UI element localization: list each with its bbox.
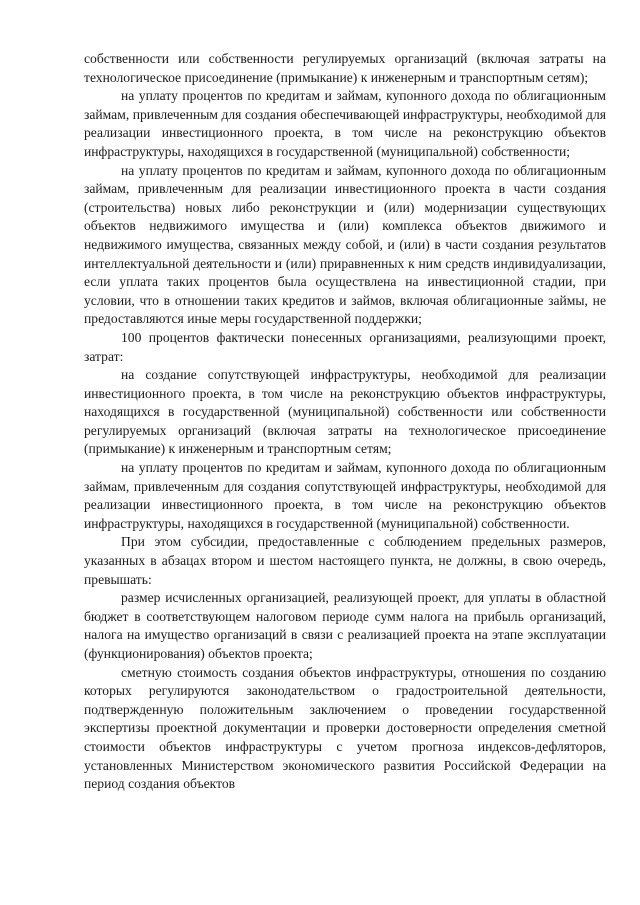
paragraph: 100 процентов фактически понесенных организациями, реализующими проект, затрат: <box>84 329 606 364</box>
paragraph-continuation: собственности или собственности регулируемых организаций (включая затраты на технологическое присоединение (примыкание) к инженерным и транспортным сетям); <box>84 51 606 85</box>
document-text <box>84 50 606 794</box>
paragraph: на создание сопутствующей инфраструктуры, необходимой для реализации инвестиционного проекта, в том числе на реконструкцию объектов инфраструктуры, находящихся в государственной (муниципальной) собственности или собственности регулируемых организаций (включая затраты на технологическое присоединение (примыкание) к инженерным и транспортным сетям; <box>84 367 606 457</box>
paragraph: на уплату процентов по кредитам и займам, купонного дохода по облигационным займам, привлеченным для создания сопутствующей инфраструктуры, необходимой для реализации инвестиционного проекта, в том числе на реконструкцию объектов инфраструктуры, находящихся в государственной (муниципальной) собственности. <box>84 460 606 531</box>
paragraph: сметную стоимость создания объектов инфраструктуры, отношения по созданию которых регулируются законодательством о градостроительной деятельности, подтвержденную положительным заключением о проведении государственной экспертизы проектной документации и проверки достоверности определения сметной стоимости объектов инфраструктуры с учетом прогноза индексов-дефляторов, установленных Министерством экономического развития Российской Федерации на период создания объектов <box>84 664 606 792</box>
paragraph: на уплату процентов по кредитам и займам, купонного дохода по облигационным займам, привлеченным для создания обеспечивающей инфраструктуры, необходимой для реализации инвестиционного проекта, в том числе на реконструкцию объектов инфраструктуры, находящихся в государственной (муниципальной) собственности; <box>84 88 606 159</box>
paragraph: размер исчисленных организацией, реализующей проект, для уплаты в областной бюджет в соответствующем налоговом периоде сумм налога на прибыль организаций, налога на имущество организаций в связи с реализацией проекта на этапе эксплуатации (функционирования) объектов проекта; <box>84 590 606 661</box>
paragraph: При этом субсидии, предоставленные с соблюдением предельных размеров, указанных в абзацах втором и шестом настоящего пункта, не должны, в свою очередь, превышать: <box>84 534 606 587</box>
paragraph: на уплату процентов по кредитам и займам, купонного дохода по облигационным займам, привлеченным для реализации инвестиционного проекта в части создания (строительства) новых либо реконструкции и (или) модернизации существующих объектов недвижимого имущества и (или) комплекса объектов движимого и недвижимого имущества, связанных между собой, и (или) в части создания результатов интеллектуальной деятельности и (или) приравненных к ним средств индивидуализации, если уплата таких процентов была осуществлена на инвестиционной стадии, при условии, что в отношении таких кредитов и займов, включая облигационные займы, не предоставляются иные меры государственной поддержки; <box>84 162 606 327</box>
